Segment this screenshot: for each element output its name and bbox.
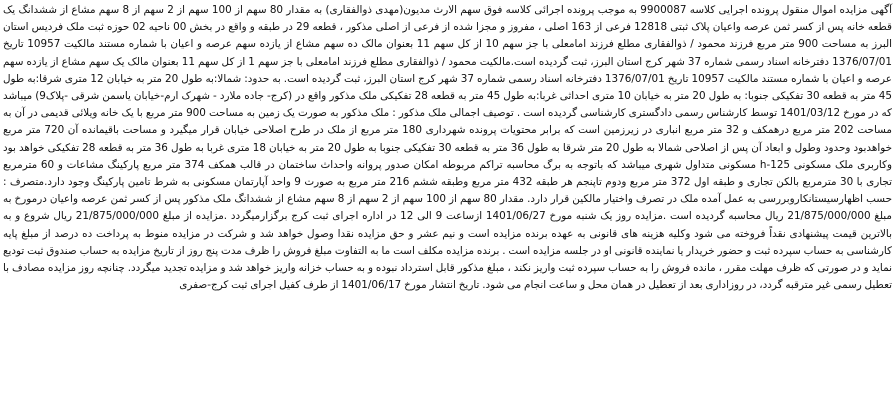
auction-notice-text: آگهی مزایده اموال منقول پرونده اجرایی کلاسه 9900087 به موجب پرونده اجرائی کلاسه فوق سهم الارث مدیون(مهدی ذوالفقاری) به مقدار 80 سهم از 100 سهم از 2 سهم از 8 سهم مشاع از ششدانگ یک قطعه خانه پس از کسر ثمن عرصه واعیان پلاک ثبتی 12818 فرعی از 163 اصلی ، مفروز و مجزا شده از فرعی از اصلی مذکور ، قطعه 29 در طبقه و واقع در بخش 00 ناحیه 02 حوزه ثبت ملک فردیس استان البرز به مساحت 900 متر مربع فرزند محمود / ذوالفقاری مطلع فرزند امامعلی با جز سهم 10 از کل سهم 11 بعنوان مالک ده سهم مشاع از یازده سهم عرصه و اعیان با شماره مستند مالکیت 10957 تاریخ 1376/07/01 دفترخانه اسناد رسمی شماره 37 شهر کرج استان البرز، ثبت گردیده است.مالکیت محمود / ذوالفقاری مطلع فرزند امامعلی با جز سهم 1 از کل سهم 11 بعنوان مالک یک سهم مشاع از یازده سهم عرصه و اعیان با شماره مستند مالکیت 10957 تاریخ 1376/07/01 دفترخانه اسناد رسمی شماره 37 شهر کرج استان البرز، ثبت گردیده است. به حدود: شمالا:به طول 20 متر به خیابان 12 متری شرقا:به طول 45 متر به قطعه 30 تفکیکی جنوبا: به طول 20 متر به خیابان 10 متری احداثی غربا:به طول 45 متر به قطعه 28 تفکیکی ملک مذکور واقع در (کرج- جاده ملارد - شهرک ارم-خیابان یاسمن شرقی -پلاک9) میباشد که در مورخ 1401/03/12 توسط کارشناس رسمی دادگستری کارشناسی گردیده است . توصیف اجمالی ملک مذکور : ملک مذکور به صورت یک زمین به مساحت 900 متر مربع با یک خانه ویلائی قدیمی در آن به مساحت 202 متر مربع درهمکف و 32 متر مربع انباری در زیرزمین است که برابر محتویات پرونده شهرداری 180 متر مربع از ملک در طرح اصلاحی خیابان قرار میگیرد و مساحت باقیمانده آن 720 متر مربع خواهدبود وحدود وطول و ابعاد آن پس از اصلاحی شمالا به طول 20 متر شرقا به طول 36 متر به قطعه 30 تفکیکی جنوبا به طول 20 متر به خیابان 18 متری غربا به طول 36 متر به قطعه 28 تفکیکی خواهد بود وکاربری ملک مسکونی 125-h مسکونی متداول شهری میباشد که باتوجه به برگ محاسبه تراکم مربوطه امکان صدور پروانه واحداث ساختمان در قالب همکف 374 متر مربع پارکینگ مشاعات و 60 مترمربع تجاری با 30 مترمربع بالکن تجاری و طبقه اول 372 متر مربع ودوم تاپنجم هر طبقه 432 متر مربع وطبقه ششم 216 متر مربع به صورت 9 واحد آپارتمان مسکونی به شرط تامین پارکینگ وجود دارد.متصرف : حسب اظهارسیستانکاروبررسی به عمل آمده ملک در تصرف واختیار مالکین قرار دارد. مقدار 80 سهم از 100 سهم از 2 سهم از 8 سهم مشاع از ششدانگ ملک مذکور پس از کسر ثمن عرصه واعیان درمورخ به مبلغ 21/875/000/000 ریال محاسبه گردیده است .مزایده روز یک شنبه مورخ 1401/06/27 ازساعت 9 الی 12 در اداره اجرای ثبت کرج برگزارمیگردد .مزایده از مبلغ 21/875/000/000 ریال شروع و به بالاترین قیمت پیشنهادی نقداً فروخته می شود وکلیه هزینه های قانونی به عهده برنده مزایده است و نیم عشر و حق مزایده نقدا وصول خواهد شد و شرکت در مزایده منوط به پرداخت ده درصد از مبلغ پایه کارشناسی به حساب سپرده ثبت و حضور خریدار یا نماینده قانونی او در جلسه مزایده است . برنده مزایده مکلف است ما به التفاوت مبلغ فروش را ظرف مدت پنج روز از تاریخ مزایده به حساب صندوق ثبت تودیع نماید و در صورتی که ظرف مهلت مقرر ، مانده فروش را به حساب سپرده ثبت واریز نکند ، مبلغ مذکور قابل استرداد نبوده و به حساب خزانه واریز خواهد شد و مزایده تجدید میگردد. چنانچه روز مزایده مصادف با تعطیل رسمی غیر مترقبه گردد، در روزاداری بعد از تعطیل در همان محل و ساعت انجام می شود. تاریخ انتشار مورخ 1401/06/17 از طرف کفیل اجرای ثبت کرج-صفری [3,4,893,292]
